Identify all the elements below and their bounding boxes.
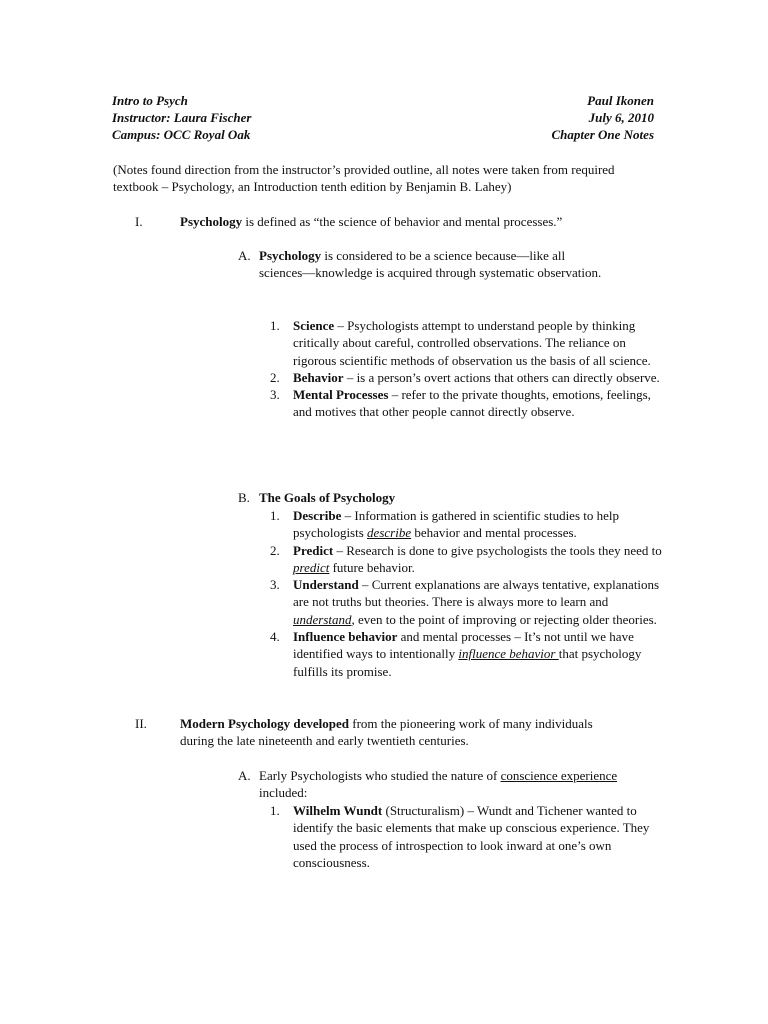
list-item [270,317,662,369]
goals-heading: The Goals of Psychology [259,490,396,505]
section-numeral: II. [135,716,147,731]
emphasis: understand [293,611,352,627]
item-number: 2. [270,542,280,558]
term: Mental Processes [293,387,389,403]
section-heading [180,213,660,230]
document-date: July 6, 2010 [588,110,654,125]
term: Science [293,318,335,333]
subsection-heading [259,489,395,506]
document-title: Chapter One Notes [551,127,654,142]
list-item [270,542,662,577]
item-text: (Structuralism) – Wundt and Tichener wanted to identify the basic elements that make up conscious experience. They used the process of introspection to look inward at one’s own consciousness. [293,803,650,870]
list-item [270,628,662,680]
item-text: behavior and mental processes. [411,525,577,541]
item-text: – is a person’s overt actions that others can directly observe. [343,369,660,385]
list-item [270,507,662,542]
item-text: that psychology fulfills its promise. [293,646,642,679]
term: Describe [293,508,342,523]
term: Influence behavior [293,629,398,645]
emphasis: predict [293,559,330,575]
header-left [112,92,412,143]
item-number: 1. [270,803,280,818]
definition: is defined as “the science of behavior and mental processes.” [242,214,563,229]
term: Wilhelm Wundt [293,803,383,818]
item-text: – Information is gathered in scientific studies to help psychologists [293,508,620,541]
emphasis: describe [367,525,412,541]
list-item [270,802,662,871]
term: Psychology [259,248,322,263]
term: Modern Psychology developed [180,716,349,731]
subsection-text-end: included: [259,785,308,801]
item-number: 2. [270,369,280,385]
subsection-letter: A. [238,768,251,783]
term: Behavior [293,369,344,385]
numbered-list [270,802,662,871]
list-item [270,386,662,421]
course-name: Intro to Psych [112,93,188,108]
item-text: – Psychologists attempt to understand people by thinking critically about careful, controlled observations. The reliance on rigorous scientific methods of observation us the basis of all science. [293,318,651,368]
list-item [270,576,662,628]
instructor-name: Instructor: Laura Fischer [112,110,252,125]
subsection-letter: B. [238,490,250,505]
section-heading [180,715,600,750]
item-number: 3. [270,577,280,593]
numbered-list [270,317,662,421]
item-number: 4. [270,629,280,645]
item-number: 1. [270,318,280,333]
term: Understand [293,577,359,593]
item-text: – refer to the private thoughts, emotions, feelings, and motives that other people cannot directly observe. [293,387,651,420]
definition: is considered to be a science because—like all sciences—knowledge is acquired through systematic observation. [259,248,602,281]
item-text: and mental processes – It’s not until we have identified ways to intentionally [293,629,634,662]
campus-name: Campus: OCC Royal Oak [112,127,251,142]
section-numeral: I. [135,214,143,229]
emphasis: influence behavior [458,646,559,662]
list-item [270,369,662,386]
term: Psychology [180,214,243,229]
subsection-text [259,767,619,802]
intro-paragraph: (Notes found direction from the instructor’s provided outline, all notes were taken from required textbook – Psychology, an Introduction tenth edition by Benjamin B. Lahey) [113,162,615,195]
item-text: , even to the point of improving or rejecting older theories. [351,611,657,627]
item-text: – Research is done to give psychologists the tools they need to [333,542,662,558]
definition: from the pioneering work of many individuals during the late nineteenth and early twentieth centuries. [180,716,593,749]
subsection-text-start: Early Psychologists who studied the nature of [259,768,501,783]
underlined-term: conscience experience [500,768,618,783]
item-text: – Current explanations are always tentative, explanations are not truths but theories. There is always more to learn and [293,577,660,610]
numbered-list [270,507,662,680]
item-number: 3. [270,387,280,403]
subsection-letter: A. [238,248,251,263]
item-number: 1. [270,508,280,523]
term: Predict [293,542,334,558]
subsection-text [259,247,604,282]
item-text: future behavior. [329,559,415,575]
author-name: Paul Ikonen [587,93,654,108]
header-right [420,92,654,143]
